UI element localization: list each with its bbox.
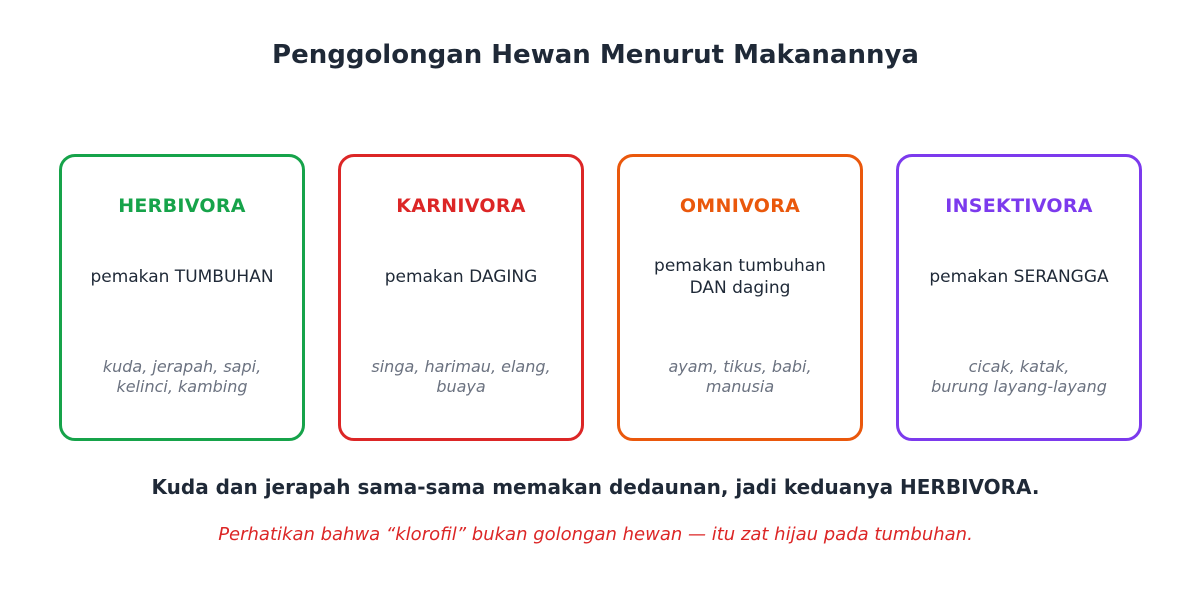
card-name: INSEKTIVORA bbox=[945, 195, 1093, 217]
card-omnivora bbox=[617, 154, 863, 441]
diagram-title: Penggolongan Hewan Menurut Makanannya bbox=[272, 40, 919, 70]
card-examples: singa, harimau, elang, buaya bbox=[371, 357, 551, 396]
card-examples: ayam, tikus, babi, manusia bbox=[668, 357, 812, 396]
card-description: pemakan TUMBUHAN bbox=[90, 267, 274, 287]
card-examples: cicak, katak, burung layang-layang bbox=[931, 357, 1107, 396]
card-herbivora bbox=[59, 154, 305, 441]
card-insektivora bbox=[896, 154, 1142, 441]
card-description: pemakan DAGING bbox=[384, 267, 538, 287]
summary-text: Kuda dan jerapah sama-sama memakan dedaunan, jadi keduanya HERBIVORA. bbox=[151, 475, 1040, 499]
card-name: HERBIVORA bbox=[118, 195, 246, 217]
card-examples: kuda, jerapah, sapi, kelinci, kambing bbox=[102, 357, 262, 396]
note-text: Perhatikan bahwa “klorofil” bukan golongan hewan — itu zat hijau pada tumbuhan. bbox=[218, 524, 973, 545]
card-description: pemakan SERANGGA bbox=[929, 267, 1109, 287]
card-karnivora bbox=[338, 154, 584, 441]
card-description: pemakan tumbuhan DAN daging bbox=[654, 256, 826, 298]
card-name: OMNIVORA bbox=[679, 195, 801, 217]
card-name: KARNIVORA bbox=[396, 195, 526, 217]
